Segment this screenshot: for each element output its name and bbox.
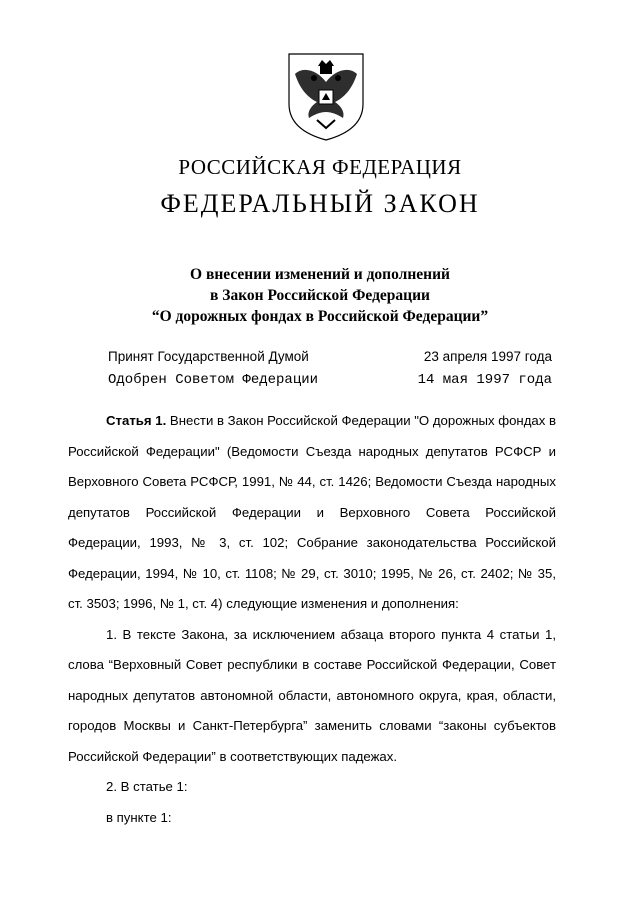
law-title-line: в Закон Российской Федерации — [210, 287, 430, 304]
article-1-item-1: 1. В тексте Закона, за исключением абзаца второго пункта 4 статьи 1, слова “Верховный Совет республики в составе Российской Федерации, Совет народных депутатов автономной области, автономного округа, края, области, городов Москвы и Санкт-Петербурга” заменить словами “законы субъектов Российской Федерации” в соответствующих падежах. — [68, 626, 556, 764]
article-1-intro — [68, 406, 556, 620]
document-type: ФЕДЕРАЛЬНЫЙ ЗАКОН — [160, 189, 480, 218]
state-emblem-icon — [287, 52, 365, 142]
article-1-item-2-sub: в пункте 1: — [106, 809, 172, 825]
article-1-text: Внести в Закон Российской Федерации "О дорожных фондах в Российской Федерации" (Ведомости Съезда народных депутатов РСФСР и Верховного Совета РСФСР, 1991, № 44, ст. 1426; Ведомости Съезда народных депутатов Российской Федерации и Верховного Совета Российской Федерации, 1993, № 3, ст. 102; Собрание законодательства Российской Федерации, 1994, № 10, ст. 1108; № 29, ст. 3010; 1995, № 26, ст. 2402; № 35, ст. 3503; 1996, № 1, ст. 4) следующие изменения и дополнения: — [68, 413, 556, 611]
article-1-item-2: 2. В статье 1: — [106, 779, 188, 794]
law-title — [0, 264, 640, 327]
duma-label: Принят Государственной Думой — [108, 349, 309, 364]
council-label: Одобрен Советом Федерации — [108, 372, 319, 388]
law-title-line: “О дорожных фондах в Российской Федерации” — [151, 308, 489, 325]
law-title-line: О внесении изменений и дополнений — [190, 266, 450, 283]
duma-date: 23 апреля 1997 года — [423, 349, 552, 364]
article-1 — [68, 406, 556, 833]
country-name: РОССИЙСКАЯ ФЕДЕРАЦИЯ — [178, 155, 462, 179]
article-heading: Статья 1. — [106, 413, 167, 428]
council-date: 14 мая 1997 года — [417, 372, 552, 388]
